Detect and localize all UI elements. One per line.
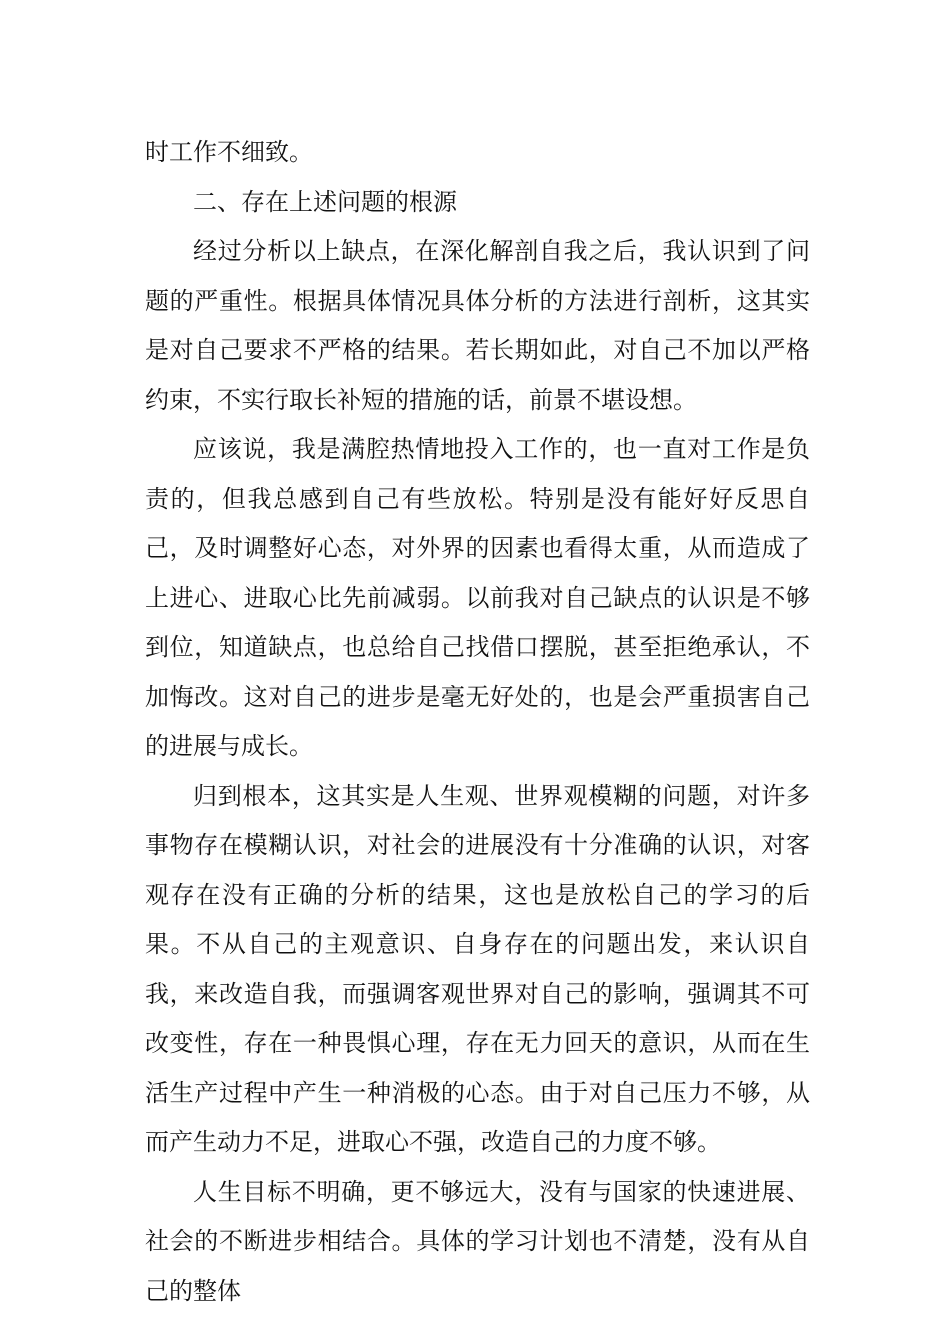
- paragraph: 经过分析以上缺点，在深化解剖自我之后，我认识到了问题的严重性。根据具体情况具体分析的方法进行剖析，这其实是对自己要求不严格的结果。若长期如此，对自己不加以严格约束，不实行取长补短的措施的话，前景不堪设想。: [145, 237, 810, 414]
- section-heading: 二、存在上述问题的根源: [193, 187, 457, 216]
- paragraph: 归到根本，这其实是人生观、世界观模糊的问题，对许多事物存在模糊认识，对社会的进展没有十分准确的认识，对客观存在没有正确的分析的结果，这也是放松自己的学习的后果。不从自己的主观意识、自身存在的问题出发，来认识自我，来改造自我，而强调客观世界对自己的影响，强调其不可改变性，存在一种畏惧心理，存在无力回天的意识，从而在生活生产过程中产生一种消极的心态。由于对自己压力不够，从而产生动力不足，进取心不强，改造自己的力度不够。: [145, 781, 810, 1156]
- document-body: [145, 128, 810, 1316]
- paragraph-continuation: 时工作不细致。: [145, 138, 313, 166]
- paragraph: 应该说，我是满腔热情地投入工作的，也一直对工作是负责的，但我总感到自己有些放松。特别是没有能好好反思自己，及时调整好心态，对外界的因素也看得太重，从而造成了上进心、进取心比先前减弱。以前我对自己缺点的认识是不够到位，知道缺点，也总给自己找借口摆脱，甚至拒绝承认，不加悔改。这对自己的进步是毫无好处的，也是会严重损害自己的进展与成长。: [145, 435, 810, 760]
- paragraph: 人生目标不明确，更不够远大，没有与国家的快速进展、社会的不断进步相结合。具体的学习计划也不清楚，没有从自己的整体: [145, 1177, 810, 1305]
